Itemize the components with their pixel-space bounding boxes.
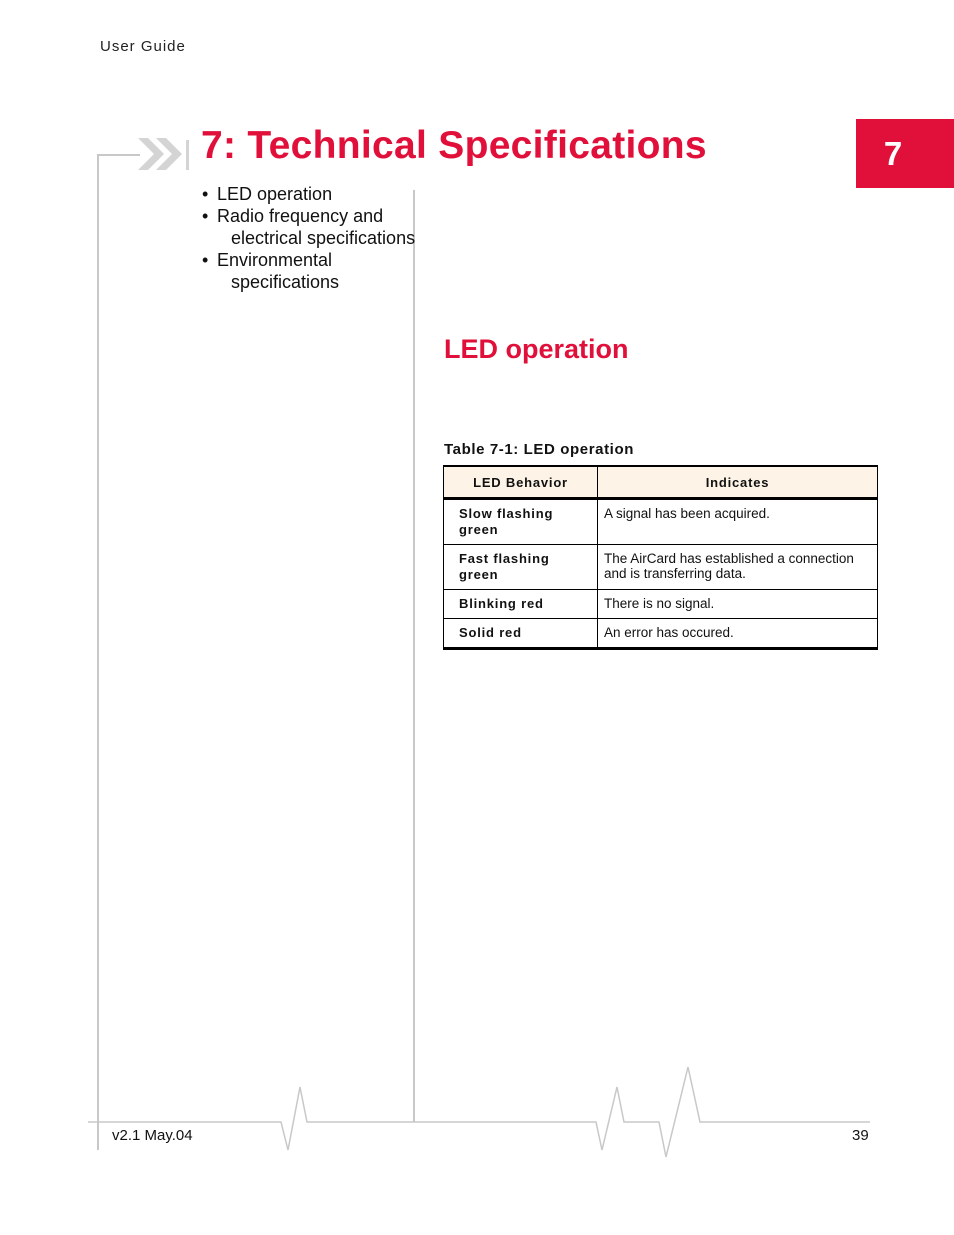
led-behavior-cell: Slow flashing green bbox=[444, 499, 598, 545]
chapter-contents-list bbox=[202, 183, 417, 293]
led-behavior-cell: Fast flashing green bbox=[444, 545, 598, 590]
column-header-indicates: Indicates bbox=[598, 466, 878, 499]
table-row bbox=[444, 619, 878, 649]
chapter-number-tab: 7 bbox=[856, 119, 954, 188]
led-behavior-cell: Blinking red bbox=[444, 590, 598, 619]
toc-item-label: Environmental specifications bbox=[217, 250, 340, 292]
toc-item bbox=[202, 205, 417, 249]
indicates-cell: An error has occured. bbox=[598, 619, 878, 649]
table-row bbox=[444, 590, 878, 619]
indicates-cell: There is no signal. bbox=[598, 590, 878, 619]
led-operation-table bbox=[443, 465, 878, 650]
table-row bbox=[444, 499, 878, 545]
toc-item-label: LED operation bbox=[217, 184, 333, 204]
footer-version: v2.1 May.04 bbox=[112, 1127, 193, 1144]
toc-item bbox=[202, 249, 417, 293]
running-header: User Guide bbox=[100, 38, 186, 55]
indicates-cell: The AirCard has established a connection and is transferring data. bbox=[598, 545, 878, 590]
led-behavior-cell: Solid red bbox=[444, 619, 598, 649]
table-row bbox=[444, 545, 878, 590]
bullet: • bbox=[202, 206, 209, 226]
table-caption: Table 7-1: LED operation bbox=[444, 441, 634, 458]
section-heading: LED operation bbox=[444, 334, 629, 364]
indicates-cell: A signal has been acquired. bbox=[598, 499, 878, 545]
footer-waveform bbox=[88, 1067, 870, 1157]
toc-item-label: Radio frequency and electrical specifications bbox=[217, 206, 416, 248]
bullet: • bbox=[202, 184, 209, 204]
chapter-title: 7: Technical Specifications bbox=[201, 124, 707, 167]
table-header-row bbox=[444, 466, 878, 499]
column-header-led-behavior: LED Behavior bbox=[444, 466, 598, 499]
toc-item bbox=[202, 183, 417, 205]
chevron-double-icon bbox=[136, 136, 192, 174]
bullet: • bbox=[202, 250, 209, 270]
footer-page-number: 39 bbox=[852, 1127, 869, 1144]
frame-top-left-rule bbox=[98, 155, 140, 1150]
